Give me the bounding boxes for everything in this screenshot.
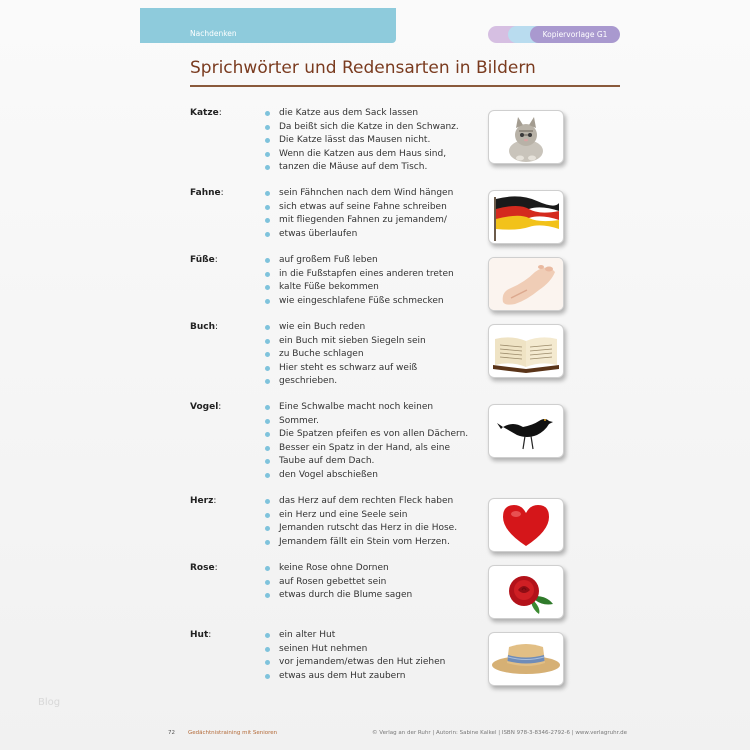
list-item: geschrieben. <box>264 375 426 389</box>
list-item: zu Buche schlagen <box>264 348 426 362</box>
list-item: tanzen die Mäuse auf dem Tisch. <box>264 161 459 175</box>
list-item: in die Fußstapfen eines anderen treten <box>264 268 454 282</box>
picture-herz <box>488 498 564 552</box>
proverb-list-fahne <box>264 187 453 241</box>
book-icon <box>489 325 563 377</box>
header-section-label: Nachdenken <box>190 29 237 38</box>
section-label-vogel: Vogel: <box>190 402 222 412</box>
list-item: sich etwas auf seine Fahne schreiben <box>264 201 453 215</box>
list-item: etwas durch die Blume sagen <box>264 589 412 603</box>
picture-hut <box>488 632 564 686</box>
proverb-list-herz <box>264 495 457 549</box>
list-item: wie ein Buch reden <box>264 321 426 335</box>
list-item: die Katze aus dem Sack lassen <box>264 107 459 121</box>
list-item: kalte Füße bekommen <box>264 281 454 295</box>
proverb-list-rose <box>264 562 412 603</box>
list-item: Besser ein Spatz in der Hand, als eine <box>264 442 468 456</box>
list-item: seinen Hut nehmen <box>264 643 445 657</box>
footer-series-title: Gedächtnistraining mit Senioren <box>188 730 278 736</box>
bird-icon <box>489 405 563 457</box>
list-item: Jemandem fällt ein Stein vom Herzen. <box>264 536 457 550</box>
section-label-herz: Herz: <box>190 496 217 506</box>
flag-icon <box>489 191 563 243</box>
list-item: Die Spatzen pfeifen es von allen Dächern. <box>264 428 468 442</box>
picture-rose <box>488 565 564 619</box>
section-label-fahne: Fahne: <box>190 188 224 198</box>
proverb-list-vogel <box>264 401 468 482</box>
rose-icon <box>489 566 563 618</box>
foot-icon <box>489 258 563 310</box>
page-title: Sprichwörter und Redensarten in Bildern <box>190 58 536 78</box>
list-item: Hier steht es schwarz auf weiß <box>264 362 426 376</box>
list-item: mit fliegenden Fahnen zu jemandem/ <box>264 214 453 228</box>
list-item: Eine Schwalbe macht noch keinen <box>264 401 468 415</box>
hat-icon <box>489 633 563 685</box>
list-item: vor jemandem/etwas den Hut ziehen <box>264 656 445 670</box>
header-tag-label: Kopiervorlage G1 <box>542 30 608 39</box>
header-section-bar <box>140 8 396 43</box>
list-item: wie eingeschlafene Füße schmecken <box>264 295 454 309</box>
proverb-list-hut <box>264 629 445 683</box>
section-label-katze: Katze: <box>190 108 222 118</box>
heart-icon <box>489 499 563 551</box>
picture-katze <box>488 110 564 164</box>
list-item: ein Herz und eine Seele sein <box>264 509 457 523</box>
section-label-buch: Buch: <box>190 322 219 332</box>
page-number: 72 <box>168 730 175 736</box>
picture-fahne <box>488 190 564 244</box>
list-item: auf Rosen gebettet sein <box>264 576 412 590</box>
picture-buch <box>488 324 564 378</box>
list-item: auf großem Fuß leben <box>264 254 454 268</box>
list-item: den Vogel abschießen <box>264 469 468 483</box>
list-item: etwas aus dem Hut zaubern <box>264 670 445 684</box>
watermark: Blog <box>38 697 61 708</box>
proverb-list-fuesse <box>264 254 454 308</box>
list-item: ein Buch mit sieben Siegeln sein <box>264 335 426 349</box>
list-item: sein Fähnchen nach dem Wind hängen <box>264 187 453 201</box>
list-item: etwas überlaufen <box>264 228 453 242</box>
list-item: Jemanden rutscht das Herz in die Hose. <box>264 522 457 536</box>
footer-credit: © Verlag an der Ruhr | Autorin: Sabine Kalkel | ISBN 978-3-8346-2792-6 | www.verlagruhr.de <box>372 730 627 736</box>
section-label-hut: Hut: <box>190 630 212 640</box>
list-item: Die Katze lässt das Mausen nicht. <box>264 134 459 148</box>
cat-icon <box>489 111 563 163</box>
title-divider <box>190 85 620 87</box>
list-item: Wenn die Katzen aus dem Haus sind, <box>264 148 459 162</box>
picture-vogel <box>488 404 564 458</box>
section-label-rose: Rose: <box>190 563 218 573</box>
picture-fuesse <box>488 257 564 311</box>
section-label-fuesse: Füße: <box>190 255 218 265</box>
list-item: keine Rose ohne Dornen <box>264 562 412 576</box>
proverb-list-katze <box>264 107 459 175</box>
list-item: Taube auf dem Dach. <box>264 455 468 469</box>
list-item: Sommer. <box>264 415 468 429</box>
list-item: das Herz auf dem rechten Fleck haben <box>264 495 457 509</box>
list-item: Da beißt sich die Katze in den Schwanz. <box>264 121 459 135</box>
proverb-list-buch <box>264 321 426 389</box>
list-item: ein alter Hut <box>264 629 445 643</box>
